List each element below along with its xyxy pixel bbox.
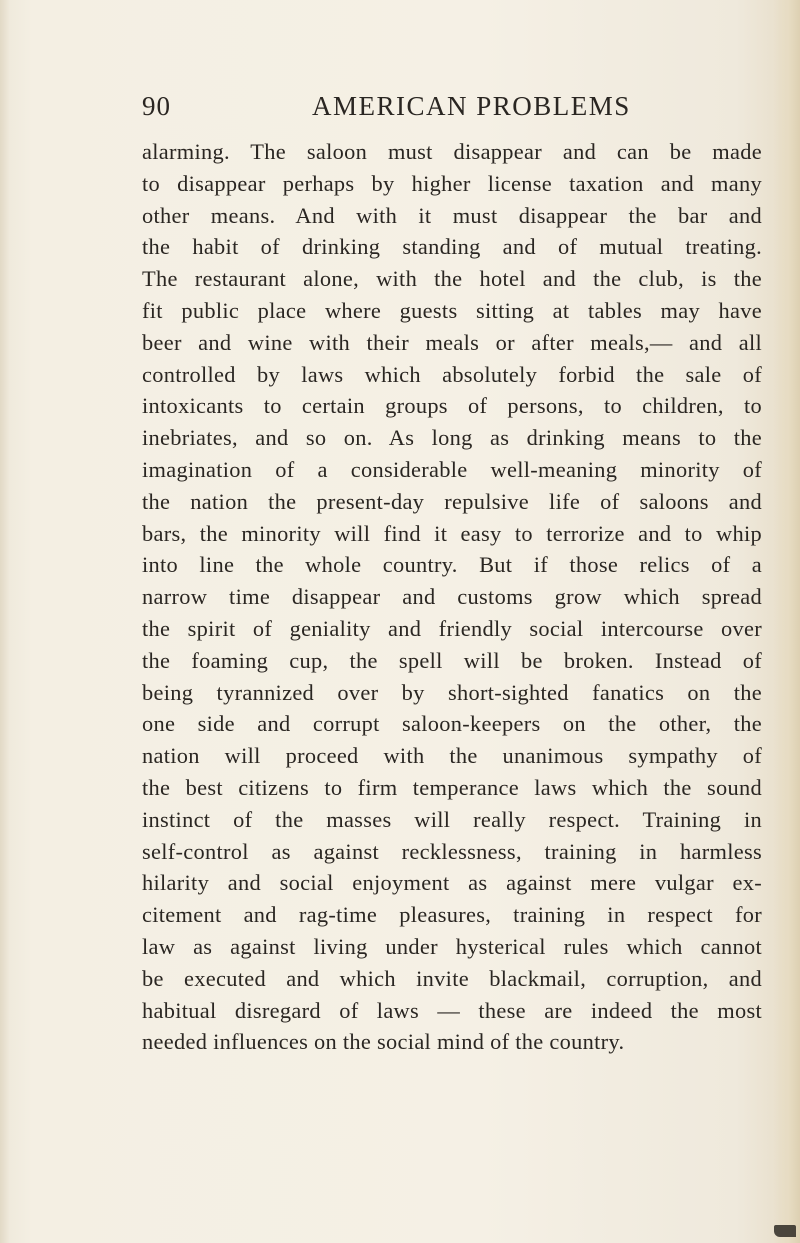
page-number: 90	[142, 91, 171, 121]
text-line: the spirit of geniality and friendly social intercourse over	[142, 615, 762, 641]
page-corner-mark	[774, 1225, 796, 1237]
text-line: be executed and which invite blackmail, corruption, and	[142, 965, 762, 991]
page-left-edge	[0, 0, 10, 1243]
text-line: fit public place where guests sitting at tables may have	[142, 297, 762, 323]
text-line: imagination of a considerable well-meaning minority of	[142, 456, 762, 482]
text-line: narrow time disappear and customs grow which spread	[142, 584, 762, 610]
text-line: controlled by laws which absolutely forbid the sale of	[142, 361, 762, 387]
text-line: one side and corrupt saloon-keepers on the other, the	[142, 711, 762, 737]
page-right-edge	[774, 0, 800, 1243]
text-line: being tyrannized over by short-sighted fanatics on the	[142, 679, 762, 705]
text-line: needed influences on the social mind of the country.	[142, 1029, 625, 1055]
text-line: inebriates, and so on. As long as drinking means to the	[142, 425, 762, 451]
text-line: citement and rag-time pleasures, training in respect for	[142, 902, 762, 928]
text-line: instinct of the masses will really respect. Training in	[142, 806, 762, 832]
text-line: self-control as against recklessness, training in harmless	[142, 838, 762, 864]
text-line: law as against living under hysterical rules which cannot	[142, 933, 762, 959]
text-line: alarming. The saloon must disappear and can be made	[142, 139, 762, 164]
text-line: hilarity and social enjoyment as against mere vulgar ex-	[142, 870, 762, 896]
text-line: into line the whole country. But if those relics of a	[142, 552, 762, 578]
text-line: habitual disregard of laws — these are indeed the most	[142, 997, 762, 1023]
text-line: The restaurant alone, with the hotel and the club, is the	[142, 266, 762, 292]
text-line: beer and wine with their meals or after meals,— and all	[142, 329, 762, 355]
text-line: to disappear perhaps by higher license taxation and many	[142, 170, 762, 196]
text-line: the best citizens to firm temperance laws which the sound	[142, 774, 762, 800]
body-paragraph	[142, 136, 762, 1058]
text-line: bars, the minority will find it easy to terrorize and to whip	[142, 520, 762, 546]
text-line: nation will proceed with the unanimous sympathy of	[142, 743, 762, 769]
text-line: intoxicants to certain groups of persons, to children, to	[142, 393, 762, 419]
text-line: the nation the present-day repulsive life of saloons and	[142, 488, 762, 514]
text-line: the foaming cup, the spell will be broken. Instead of	[142, 647, 762, 673]
text-line: other means. And with it must disappear the bar and	[142, 202, 762, 228]
running-title: AMERICAN PROBLEMS	[312, 91, 631, 121]
running-header	[142, 86, 756, 126]
text-line: the habit of drinking standing and of mutual treating.	[142, 234, 762, 260]
